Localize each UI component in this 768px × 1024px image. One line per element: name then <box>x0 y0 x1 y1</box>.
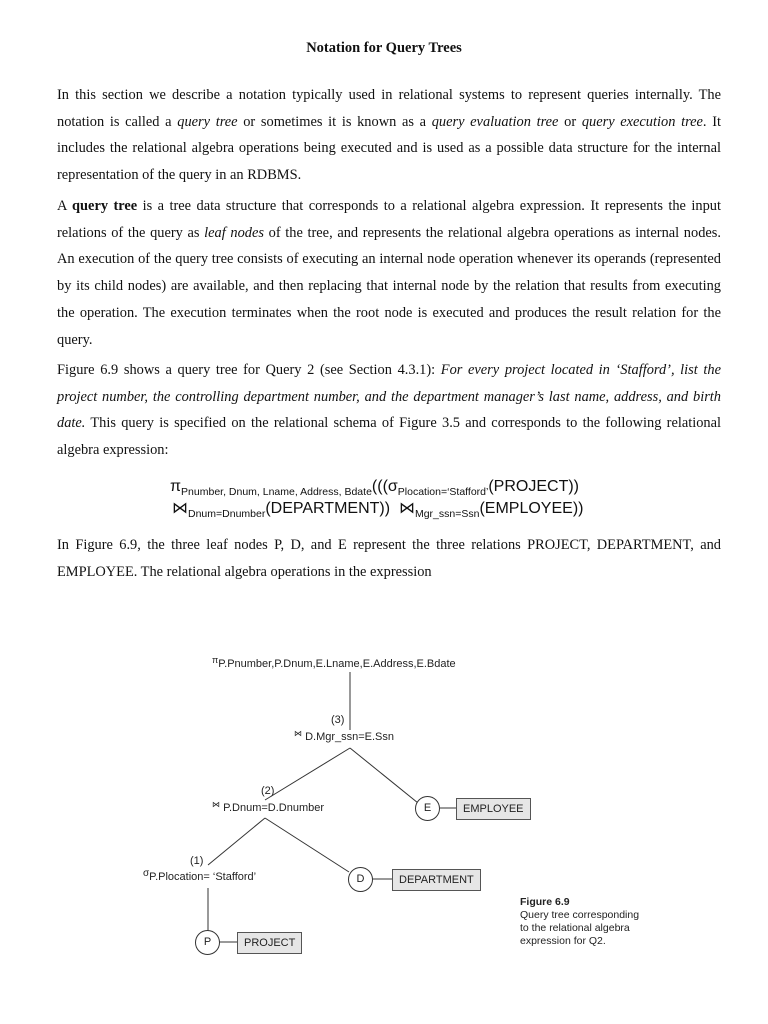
op2-join-node: ⋈ P.Dnum=D.Dnumber <box>212 800 325 814</box>
figure-number: Figure 6.9 <box>520 896 570 908</box>
page-title: Notation for Query Trees <box>306 40 462 56</box>
department-relation-box: DEPARTMENT <box>392 869 481 891</box>
join-symbol: ⋈ <box>398 500 415 517</box>
op1-number: (1) <box>190 855 204 867</box>
query-tree-figure <box>0 640 768 980</box>
leaf-node-e: E <box>415 796 440 821</box>
figure-reference-paragraph: Figure 6.9 shows a query tree for Query 2 (see Section 4.3.1): For every project located in ‘Stafford’, list the project number, the controlling department number, and the department manager’s last name, address, and birth date. This query is specified on the relational schema of Figure 3.5 and corresponds to the following relational algebra expression: <box>57 362 721 459</box>
project-relation-box: PROJECT <box>237 932 302 954</box>
op1-select-node: σP.Plocation= ‘Stafford’ <box>143 868 257 883</box>
edge-op3-op2 <box>265 748 350 800</box>
root-projection-node: $^\pi$P.Pnumber,P.Dnum,E.Lname,E.Address,E.Bdate <box>212 655 456 670</box>
leaf-node-p: P <box>195 930 220 955</box>
edge-op2-d <box>265 818 349 872</box>
query-tree-definition-paragraph: A query tree is a tree data structure that corresponds to a relational algebra expression. It represents the input relations of the query as leaf nodes of the tree, and represents the relational algebra operations as internal nodes. An execution of the query tree consists of executing an internal node operation whenever its operands (represented by its child nodes) are available, and then replacing that internal node by the relation that results from executing the operation. The execution terminates when the root node is executed and produces the result relation for the query. <box>57 198 721 348</box>
query-tree-edges <box>0 640 768 980</box>
op2-number: (2) <box>261 785 275 797</box>
intro-paragraph: In this section we describe a notation typically used in relational systems to represent queries internally. The notation is called a query tree or sometimes it is known as a query evaluation tree or query execution tree. It includes the relational algebra operations being executed and is used as a possible data structure for the internal representation of the query in an RDBMS. <box>57 87 721 184</box>
op3-number: (3) <box>331 714 345 726</box>
join-symbol: ⋈ <box>172 500 188 517</box>
op3-join-node: ⋈ D.Mgr_ssn=E.Ssn <box>294 729 395 743</box>
leaf-node-d: D <box>348 867 373 892</box>
figure-caption: Figure 6.9 Query tree corresponding to the relational algebra expression for Q2. <box>520 896 640 947</box>
employee-relation-box: EMPLOYEE <box>456 798 531 820</box>
edge-op2-op1 <box>208 818 265 865</box>
edge-op3-e <box>350 748 418 803</box>
projection-symbol: π <box>170 478 182 495</box>
leaf-nodes-paragraph: In Figure 6.9, the three leaf nodes P, D, and E represent the three relations PROJECT, DEPARTMENT, and EMPLOYEE. The relational algebra operations in the expression <box>57 537 721 580</box>
